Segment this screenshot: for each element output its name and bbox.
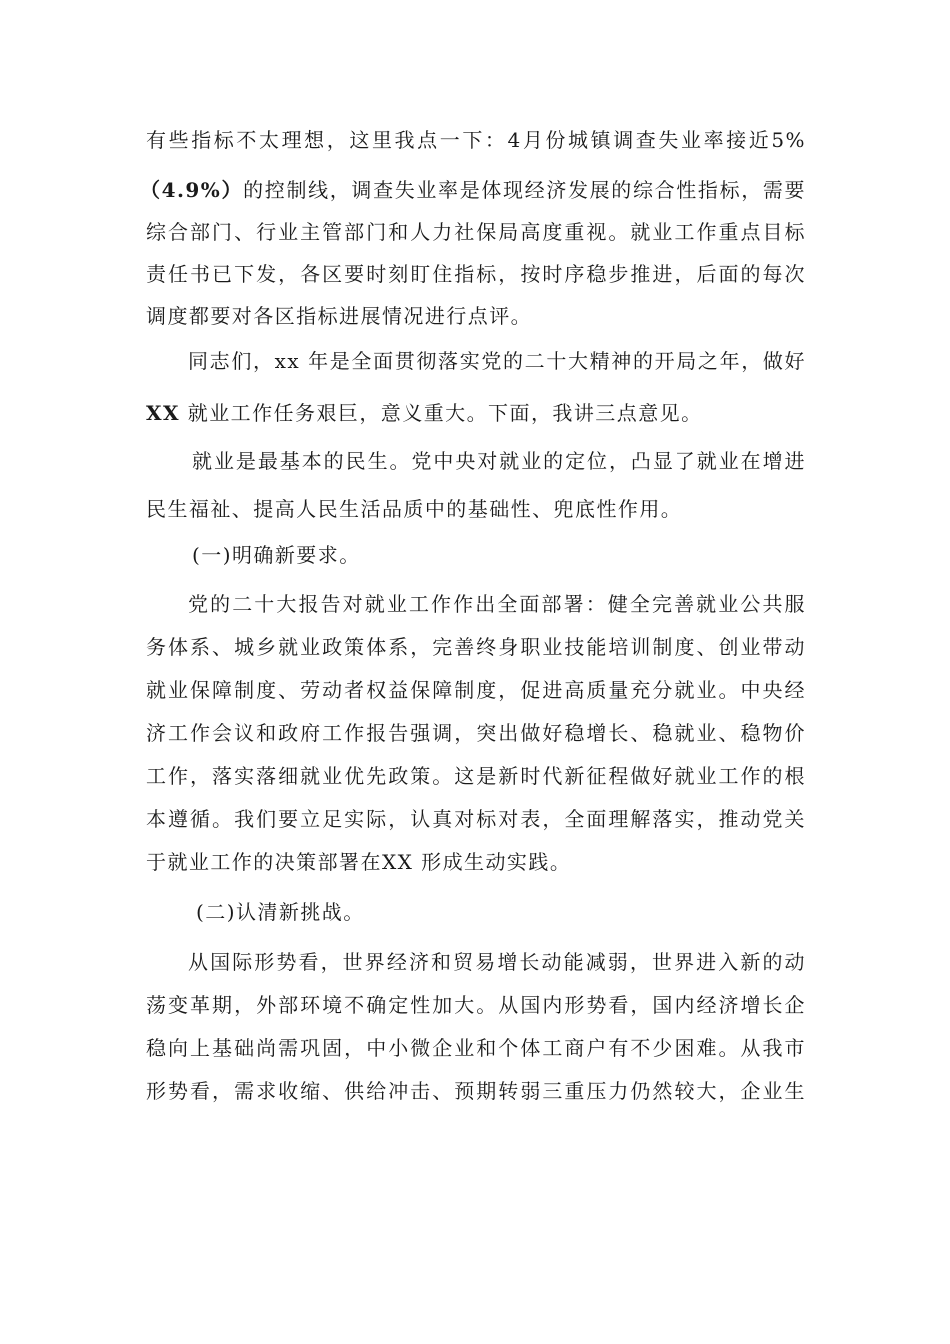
paragraph-line: 同志们，xx 年是全面贯彻落实党的二十大精神的开局之年，做好 [188, 349, 806, 373]
bold-figure: （4.9%） [140, 178, 244, 202]
paragraph-line: 本遵循。我们要立足实际，认真对标对表，全面理解落实，推动党关 [146, 807, 806, 831]
paragraph-line: 民生福祉、提高人民生活品质中的基础性、兜底性作用。 [146, 497, 683, 521]
paragraph-text: 就业工作任务艰巨，意义重大。下面，我讲三点意见。 [179, 401, 703, 425]
paragraph-line: 于就业工作的决策部署在XX 形成生动实践。 [146, 850, 572, 874]
paragraph-line: 有些指标不太理想，这里我点一下：4月份城镇调查失业率接近5% [146, 128, 806, 152]
paragraph-line: 党的二十大报告对就业工作作出全面部署：健全完善就业公共服 [188, 592, 806, 616]
paragraph-line [146, 399, 806, 427]
paragraph-line: 就业是最基本的民生。党中央对就业的定位，凸显了就业在增进 [192, 449, 806, 473]
paragraph-line: 务体系、城乡就业政策体系，完善终身职业技能培训制度、创业带动 [146, 635, 806, 659]
paragraph-line: 荡变革期，外部环境不确定性加大。从国内形势看，国内经济增长企 [146, 993, 806, 1017]
paragraph-line: 济工作会议和政府工作报告强调，突出做好稳增长、稳就业、稳物价 [146, 721, 806, 745]
paragraph-text: 的控制线，调查失业率是体现经济发展的综合性指标，需要 [243, 178, 807, 202]
paragraph-line: 从国际形势看，世界经济和贸易增长动能减弱，世界进入新的动 [188, 950, 806, 974]
paragraph-line: 责任书已下发，各区要时刻盯住指标，按时序稳步推进，后面的每次 [146, 262, 806, 286]
paragraph-line: 调度都要对各区指标进展情况进行点评。 [146, 304, 533, 328]
bold-placeholder: XX [146, 401, 180, 425]
paragraph-line [140, 176, 806, 204]
paragraph-line: 形势看，需求收缩、供给冲击、预期转弱三重压力仍然较大，企业生 [146, 1079, 806, 1103]
section-heading: (一)明确新要求。 [192, 543, 361, 567]
paragraph-line: 工作，落实落细就业优先政策。这是新时代新征程做好就业工作的根 [146, 764, 806, 788]
section-heading: (二)认清新挑战。 [196, 900, 365, 924]
paragraph-line: 稳向上基础尚需巩固，中小微企业和个体工商户有不少困难。从我市 [146, 1036, 806, 1060]
paragraph-line: 综合部门、行业主管部门和人力社保局高度重视。就业工作重点目标 [146, 220, 806, 244]
paragraph-line: 就业保障制度、劳动者权益保障制度，促进高质量充分就业。中央经 [146, 678, 806, 702]
